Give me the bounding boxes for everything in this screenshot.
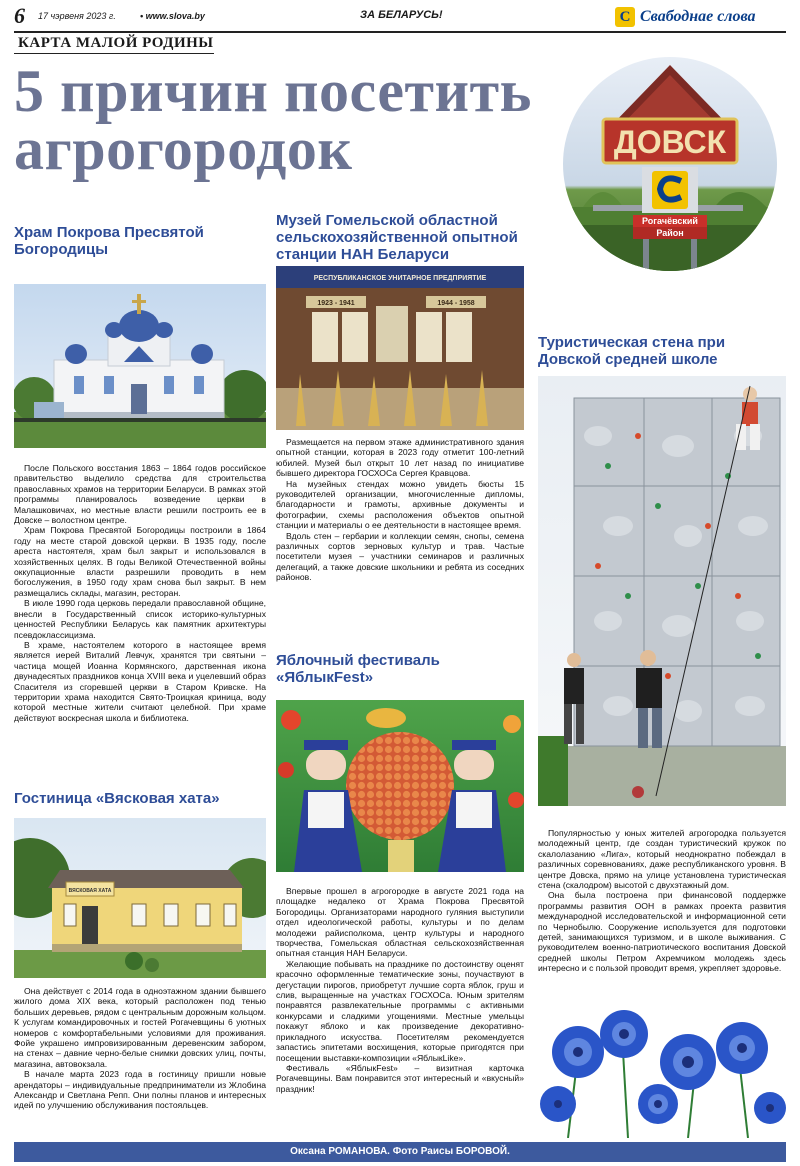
- festival-text: [276, 886, 524, 1094]
- festival-title: [276, 652, 516, 686]
- church-illustration: [14, 284, 266, 448]
- sign-region-1: Рогачёвский: [642, 216, 698, 226]
- wall-text: [538, 828, 786, 974]
- climbing-wall-illustration: [538, 376, 786, 806]
- museum-illustration: [276, 266, 524, 430]
- church-text: [14, 463, 266, 723]
- credits-text: Оксана РОМАНОВА. Фото Раисы БОРОВОЙ.: [290, 1146, 510, 1157]
- hotel-paragraph: В начале марта 2023 года в гостиницу пришли новые арендаторы – индивидуальные предприниматели из Жлобина Александр и Светлана Репп. Они полны планов и интересных идей по улучшению обслуживания постояльцев.: [14, 1069, 266, 1111]
- rubric: КАРТА МАЛОЙ РОДИНЫ: [18, 35, 214, 51]
- credits-bar: [14, 1142, 786, 1162]
- festival-illustration: [276, 700, 524, 872]
- museum-paragraph: На музейных стендах можно увидеть бюсты 15 руководителей организации, многочисленные дипломы, благодарности и грамоты, архивные документы и фотографии, схемы расположения объектов опытной станции и материалы о ее деятельности в настоящее время.: [276, 478, 524, 531]
- museum-sign: РЕСПУБЛИКАНСКОЕ УНИТАРНОЕ ПРЕДПРИЯТИЕ: [313, 275, 487, 282]
- museum-paragraph: Вдоль стен – гербарии и коллекции семян, снопы, семена различных сортов зерновых культур и трав. Частые посетители музея – участники семинаров и различных делегаций, а также довские школьники и ребята из соседних районов.: [276, 530, 524, 583]
- festival-title-line-2: «ЯблыкFest»: [276, 669, 374, 686]
- hotel-illustration: [14, 818, 266, 978]
- page-headline: [14, 58, 594, 182]
- years-plaque-b: 1944 - 1958: [437, 300, 475, 307]
- climbing-wall-photo: [538, 376, 786, 806]
- church-paragraph: В храме, настоятелем которого в настоящее время является иерей Виталий Левчук, хранятся три святыни – частица мощей Иоанна Кормянского, дарственная икона двунадесятых праздников конца XVIII века и уцелевший образ Спасителя из сгоревшей церкви в Старом Кривске. На территории храма находится Свято-Троицкая криница, воду которой местные жители считают целебной. При храме действуют воскресная школа и библиотека.: [14, 639, 266, 723]
- festival-paragraph: Фестиваль «ЯблыкFest» – визитная карточка Рогачевщины. Вам понравится этот интересный и «вкусный» праздник!: [276, 1062, 524, 1094]
- cornflowers-image: [538, 1004, 786, 1138]
- church-title: Храм Покрова Пресвятой Богородицы: [14, 224, 204, 258]
- rubric-underline: [14, 53, 214, 54]
- cornflowers-illustration: [538, 1004, 786, 1138]
- wall-paragraph: Популярностью у юных жителей агрогородка пользуется молодежный центр, где создан туристический кружок по скалолазанию «Лига», который неоднократно побеждал в различных соревнованиях, даже республиканского уровня. В центре Довска, прямо на улице установлена туристическая стена (скалодром) высотой с двухэтажный дом.: [538, 828, 786, 891]
- festival-paragraph: Впервые прошел в агрогородке в августе 2021 года на площадке недалеко от Храма Покрова Пресвятой Богородицы. Организаторами народного гуляния выступили отдел идеологической работы, культуры и по делам молодежи райисполкома, центр культуры и народного творчества, Гомельская областная сельскохозяйственная опытная станция НАН Беларуси.: [276, 886, 524, 959]
- logo-text: Свабоднае слова: [640, 8, 756, 25]
- sign-region-2: Район: [656, 228, 684, 238]
- sign-name: ДОВСК: [613, 124, 727, 160]
- headline-line-1: 5 причин посетить: [14, 58, 532, 124]
- site-url[interactable]: www.slova.by: [145, 11, 205, 21]
- years-plaque-a: 1923 - 1941: [317, 300, 355, 307]
- header-divider: [14, 31, 786, 33]
- hotel-facade-sign: ВЯСКОВАЯ ХАТА: [68, 888, 112, 894]
- dovsk-sign-photo: [563, 57, 777, 271]
- festival-photo: [276, 700, 524, 872]
- church-paragraph: Храм Покрова Пресвятой Богородицы построили в 1864 году на месте старой довской церкви. В 1935 году, после ареста настоятеля, храм был закрыт и использовался в хозяйственных целях. В годы Великой Отечественной войны оккупационные власти разрешили проводить в нем богослужения, в 1950 году храм снова был закрыт. В нем размещались склады, магазин, ресторан.: [14, 525, 266, 598]
- church-photo: [14, 284, 266, 448]
- festival-title-line-1: Яблочный фестиваль: [276, 652, 440, 669]
- hotel-photo: [14, 818, 266, 978]
- church-paragraph: В июле 1990 года церковь передали православной общине, внесли в Государственный список историко-культурных ценностей Республики Беларусь как памятник архитектуры псевдоклассицизма.: [14, 598, 266, 640]
- hotel-title: Гостиница «Вясковая хата»: [14, 790, 220, 807]
- newspaper-logo: [615, 6, 756, 28]
- issue-date: 17 чэрвеня 2023 г.: [38, 11, 116, 21]
- museum-title: Музей Гомельской областной сельскохозяйственной опытной станции НАН Беларуси: [276, 212, 518, 263]
- hotel-text: [14, 986, 266, 1111]
- logo-icon: С: [615, 7, 635, 27]
- page-number: 6: [14, 3, 25, 28]
- museum-paragraph: Размещается на первом этаже административного здания опытной станции, которая в 2023 году отметит 100-летний юбилей. Музей был открыт 10 лет назад по инициативе бывшего директора ГОСХОСа Сергея Кравцова.: [276, 437, 524, 479]
- site-link[interactable]: • www.slova.by: [140, 11, 205, 21]
- sign-illustration: [563, 57, 777, 271]
- slogan: ЗА БЕЛАРУСЬ!: [360, 9, 443, 21]
- page-header: [0, 0, 800, 36]
- headline-line-2: агрогородок: [14, 116, 353, 182]
- wall-paragraph: Она была построена при финансовой поддержке программы развития ООН в рамках проекта развития международной исследовательской и информационной сети по Чернобылю. Сооружение используется для подготовки детей, занимающихся туризмом, и в школе выживания. С руководителем военно-патриотического воспитания Довской средней школы Петром Ахремчиком молодежь здесь интересно и с пользой проводит время, укрепляет здоровье.: [538, 890, 786, 974]
- museum-photo: [276, 266, 524, 430]
- church-paragraph: После Польского восстания 1863 – 1864 годов российское правительство выделило средства для строительства православных храмов на территории Беларуси. В рамках этой программы планировалось возведение церкви в Малашковичах, но местные власти решили построить ее в Довске – волостном центре.: [14, 463, 266, 526]
- museum-text: [276, 437, 524, 583]
- hotel-paragraph: Она действует с 2014 года в одноэтажном здании бывшего жилого дома XIX века, который расположен под тенью больших деревьев, рядом с центральным дорожным кольцом. К услугам командировочных и гостей Рогачевщины 6 уютных номеров с комфортабельными условиями для проживания. Фойе украшено импровизированным деревенским забором, на стенах – давние черно-белые снимки довских улиц, почты, магазина, автовокзала.: [14, 986, 266, 1069]
- festival-paragraph: Желающие побывать на празднике по достоинству оценят красочно оформленные тематические зоны, поучаствуют в дегустации пирогов, приобретут лучшие сорта яблок, груш и слив, выращенные на участках ГОСХОСа. Юным зрителям понравятся развлекательные программы с активными конкурсами и сладкими угощениями. Местные умельцы покажут яблоко и как произведение декоративно-прикладного искусства. Посетителям рекомендуется запастись эпитетами восхищения, которые пригодятся при посещении выставки-композиции «ЯблыкLike».: [276, 958, 524, 1063]
- wall-title: Туристическая стена при Довской средней школе: [538, 334, 726, 368]
